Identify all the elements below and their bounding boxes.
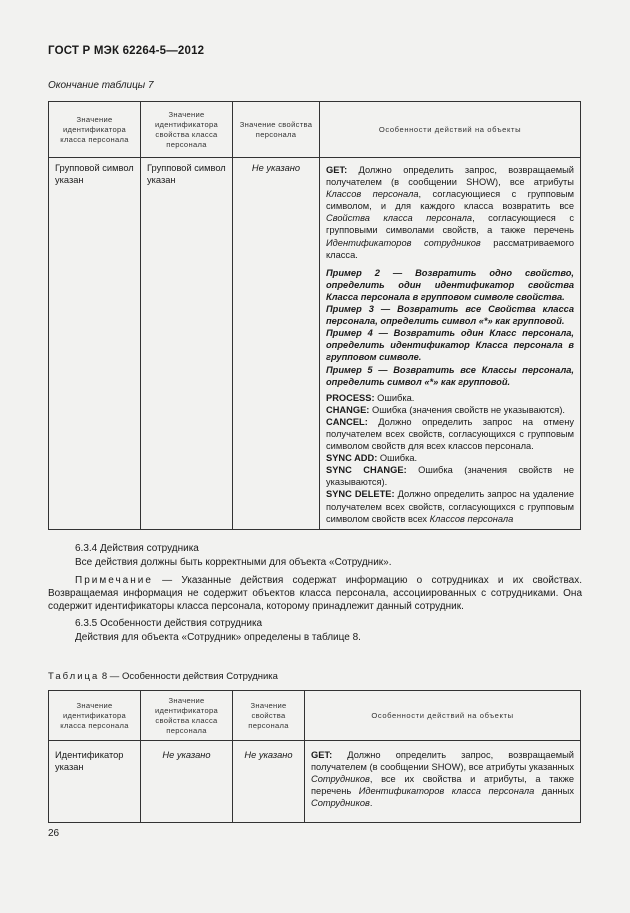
table-7-description — [320, 158, 580, 529]
table-8-header-row — [49, 691, 581, 741]
table-7-header-row — [49, 102, 581, 158]
table-7-header: Значение идентификатора класса персонала — [49, 102, 141, 158]
examples — [326, 267, 574, 388]
table-row — [49, 158, 581, 530]
example-3: Пример 3 — Возвратить все Свойства класса персонала, определить символ «*» как групповой. — [326, 304, 574, 327]
table-8-header: Особенности действий на объекты — [305, 691, 581, 741]
table-7-header: Особенности действий на объекты — [320, 102, 581, 158]
note: Примечание — Указанные действия содержат информацию о сотрудниках и их свойствах. Возвращаемая информация не содержит объектов класса персонала, ассоциированных с сотрудниками. Она содержит идентификаторы класса персонала, которому принадлежит данный сотрудник. — [48, 575, 582, 613]
table-7 — [48, 101, 581, 530]
table-8-header: Значение свойства персонала — [233, 691, 305, 741]
table-8 — [48, 690, 581, 823]
table-7-cell: Не указано — [251, 163, 301, 173]
example-5: Пример 5 — Возвратить все Классы персонала, определить символ «*» как групповой. — [326, 364, 574, 387]
other-actions: PROCESS: Ошибка. CHANGE: Ошибка (значения свойств не указываются). CANCEL: Должно определить запрос на отмену получателем всех свойств, согласующихся с групповым символом свойств для всех классов персонала. SYNC ADD: Ошибка. SYNC CHANGE: Ошибка (значения свойств не указываются). SYNC DELETE: Должно определить запрос на удаление получателем всех свойств, согласующихся с групповым символом свойств всех Классов персонала — [326, 392, 574, 524]
table-8-header: Значение идентификатора класса персонала — [49, 691, 141, 741]
example-2: Пример 2 — Возвратить одно свойство, определить один идентификатор свойства Класса персонала в групповом символе свойства. — [326, 267, 574, 302]
table-7-header: Значение свойства персонала — [233, 102, 320, 158]
table-8-cell: Не указано — [162, 750, 211, 760]
section-6-3-4-title: 6.3.4 Действия сотрудника — [75, 543, 199, 554]
get-action: GET: Должно определить запрос, возвращаемый получателем (в сообщении SHOW), все атрибуты Классов персонала, согласующиеся с групповым символом, и для каждого класса возвратить все Свойства класса персонала, согласующиеся с групповыми символами свойств, а также перечень Идентификаторов сотрудников рассматриваемого класса. — [326, 165, 574, 260]
table-row — [49, 741, 581, 823]
table-8-description — [305, 741, 580, 813]
section-6-3-5-text: Действия для объекта «Сотрудник» определены в таблице 8. — [75, 632, 361, 643]
table-8-cell: Не указано — [244, 750, 293, 760]
table-7-cell: Групповой символ указан — [147, 163, 226, 186]
table-8-caption: Таблица 8 — Особенности действия Сотрудника — [48, 671, 278, 682]
section-6-3-5-title: 6.3.5 Особенности действия сотрудника — [75, 618, 263, 629]
table-8-cell: Идентификатор указан — [55, 750, 124, 773]
table-7-caption: Окончание таблицы 7 — [48, 80, 154, 91]
get-action: GET: Должно определить запрос, возвращаемый получателем (в сообщении SHOW), все атрибуты указанных Сотрудников, все их свойства и атрибуты, а также перечень Идентификаторов класса персонала данных Сотрудников. — [311, 750, 575, 809]
table-8-header: Значение идентификатора свойства класса персонала — [141, 691, 233, 741]
page-number: 26 — [48, 828, 60, 839]
example-4: Пример 4 — Возвратить один Класс персонала, определить идентификатор Класса персонала в групповом символе. — [326, 328, 574, 363]
document-header: ГОСТ Р МЭК 62264-5—2012 — [48, 45, 205, 57]
table-7-cell: Групповой символ указан — [55, 163, 134, 186]
table-7-header: Значение идентификатора свойства класса персонала — [141, 102, 233, 158]
section-6-3-4-text: Все действия должны быть корректными для объекта «Сотрудник». — [75, 557, 392, 568]
